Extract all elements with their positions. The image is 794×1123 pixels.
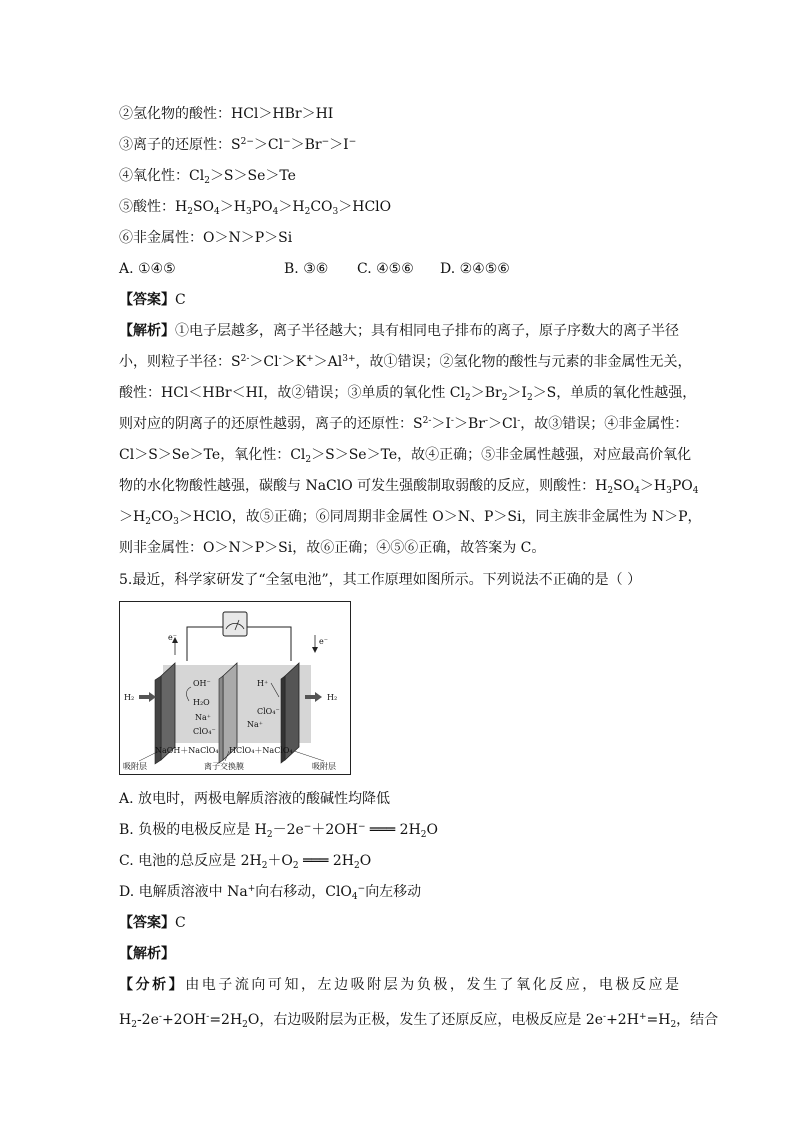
q4-analysis-line8: 则非金属性：O＞N＞P＞Si，故⑥正确；④⑤⑥正确，故答案为 C。: [119, 540, 546, 556]
q5-option-b: B. 负极的电极反应是 $H_2-2e^-+2OH^-$ ═══ $2H_2O$: [119, 822, 439, 840]
q5-analysis-line1: 【分析】由电子流向可知，左边吸附层为负极，发生了氧化反应，电极反应是: [119, 977, 680, 993]
option-d: D. ②④⑤⑥: [440, 261, 510, 277]
q4-analysis-line5: Cl＞S＞Se＞Te，氧化性：$Cl_2>S>Se>Te$，故④正确；⑤非金属性越强，对应最高价氧化: [119, 447, 692, 465]
solution-right: HClO₄＋NaClO₄: [229, 746, 293, 755]
q4-analysis-line7: $>H_2CO_3>HClO$，故⑤正确；⑥同周期非金属性 O＞N、P＞Si，同主族非金属性为 N＞P，: [119, 509, 702, 527]
electron-label-left: e⁻: [168, 633, 177, 642]
label-adsorption-right: 吸附层: [312, 762, 336, 771]
ion-clo4-left: ClO₄⁻: [193, 727, 216, 736]
item-3: ③离子的还原性：$S^{2-}>Cl^->Br^->I^-$: [119, 137, 357, 153]
option-c: C. ④⑤⑥: [357, 261, 414, 277]
galvanometer-icon: [223, 612, 247, 636]
q5-option-d: D. 电解质溶液中 Na+向右移动，ClO$_4$−向左移动: [119, 884, 422, 902]
ion-h: H⁺: [257, 679, 269, 688]
ion-na-right: Na⁺: [247, 720, 263, 729]
item-6: ⑥非金属性：O＞N＞P＞Si: [119, 230, 293, 246]
ion-na-left: Na⁺: [195, 713, 211, 722]
option-a: A. ①④⑤: [119, 261, 176, 277]
q4-analysis-line4: 则对应的阴离子的还原性越弱，离子的还原性：$S^{2-}>I^->Br^->Cl^-$，故③错误；④非金属性：: [119, 416, 689, 432]
q5-option-c: C. 电池的总反应是 $2H_2+O_2$ ═══ $2H_2O$: [119, 853, 372, 871]
q4-analysis-line2: 小，则粒子半径：$S^{2-}>Cl^->K^+>Al^{3+}$，故①错误；②氢化物的酸性与元素的非金属性无关，: [119, 354, 692, 370]
q5-analysis-label: 【解析】: [119, 946, 175, 962]
ion-oh: OH⁻: [193, 679, 211, 688]
q5-analysis-line2: $H_2-2e^-+2OH^-=2H_2O$，右边吸附层为正极，发生了还原反应，电极反应是 $2e^-+2H^+=H_2$，结合: [119, 1012, 719, 1030]
label-membrane: 离子交换膜: [204, 762, 244, 771]
h2-outlet-label: H₂: [327, 693, 338, 702]
q5-answer: 【答案】C: [119, 915, 186, 931]
q4-analysis-line6: 物的水化物酸性越强，碳酸与 NaClO 可发生强酸制取弱酸的反应，则酸性：$H_2SO_4>H_3PO_4$: [119, 478, 699, 496]
label-adsorption-left: 吸附层: [123, 762, 147, 771]
ion-h2o: H₂O: [193, 698, 210, 707]
q5-option-a: A. 放电时，两极电解质溶液的酸碱性均降低: [119, 791, 391, 807]
item-2: ②氢化物的酸性：HCl＞HBr＞HI: [119, 106, 334, 122]
h2-inlet-label: H₂: [124, 693, 135, 702]
q4-analysis-line1: 【解析】①电子层越多，离子半径越大；具有相同电子排布的离子，原子序数大的离子半径: [119, 323, 679, 339]
q4-options: [119, 259, 679, 279]
q4-analysis-line3: 酸性：HCl＜HBr＜HI，故②错误；③单质的氧化性 $Cl_2>Br_2>I_2>S$，单质的氧化性越强，: [119, 385, 697, 403]
item-5: ⑤酸性：$H_2SO_4>H_3PO_4>H_2CO_3>HClO$: [119, 199, 392, 217]
q5-stem: 5.最近，科学家研发了“全氢电池”，其工作原理如图所示。下列说法不正确的是（ ）: [119, 572, 642, 588]
solution-left: NaOH＋NaClO₄: [155, 746, 219, 755]
hydrogen-battery-diagram: [119, 601, 351, 775]
item-4: ④氧化性：$Cl_2>S>Se>Te$: [119, 168, 296, 186]
q4-answer: 【答案】C: [119, 292, 186, 308]
ion-clo4-right: ClO₄⁻: [257, 707, 280, 716]
electron-label-right: e⁻: [319, 637, 328, 646]
option-b: B. ③⑥: [284, 261, 329, 277]
